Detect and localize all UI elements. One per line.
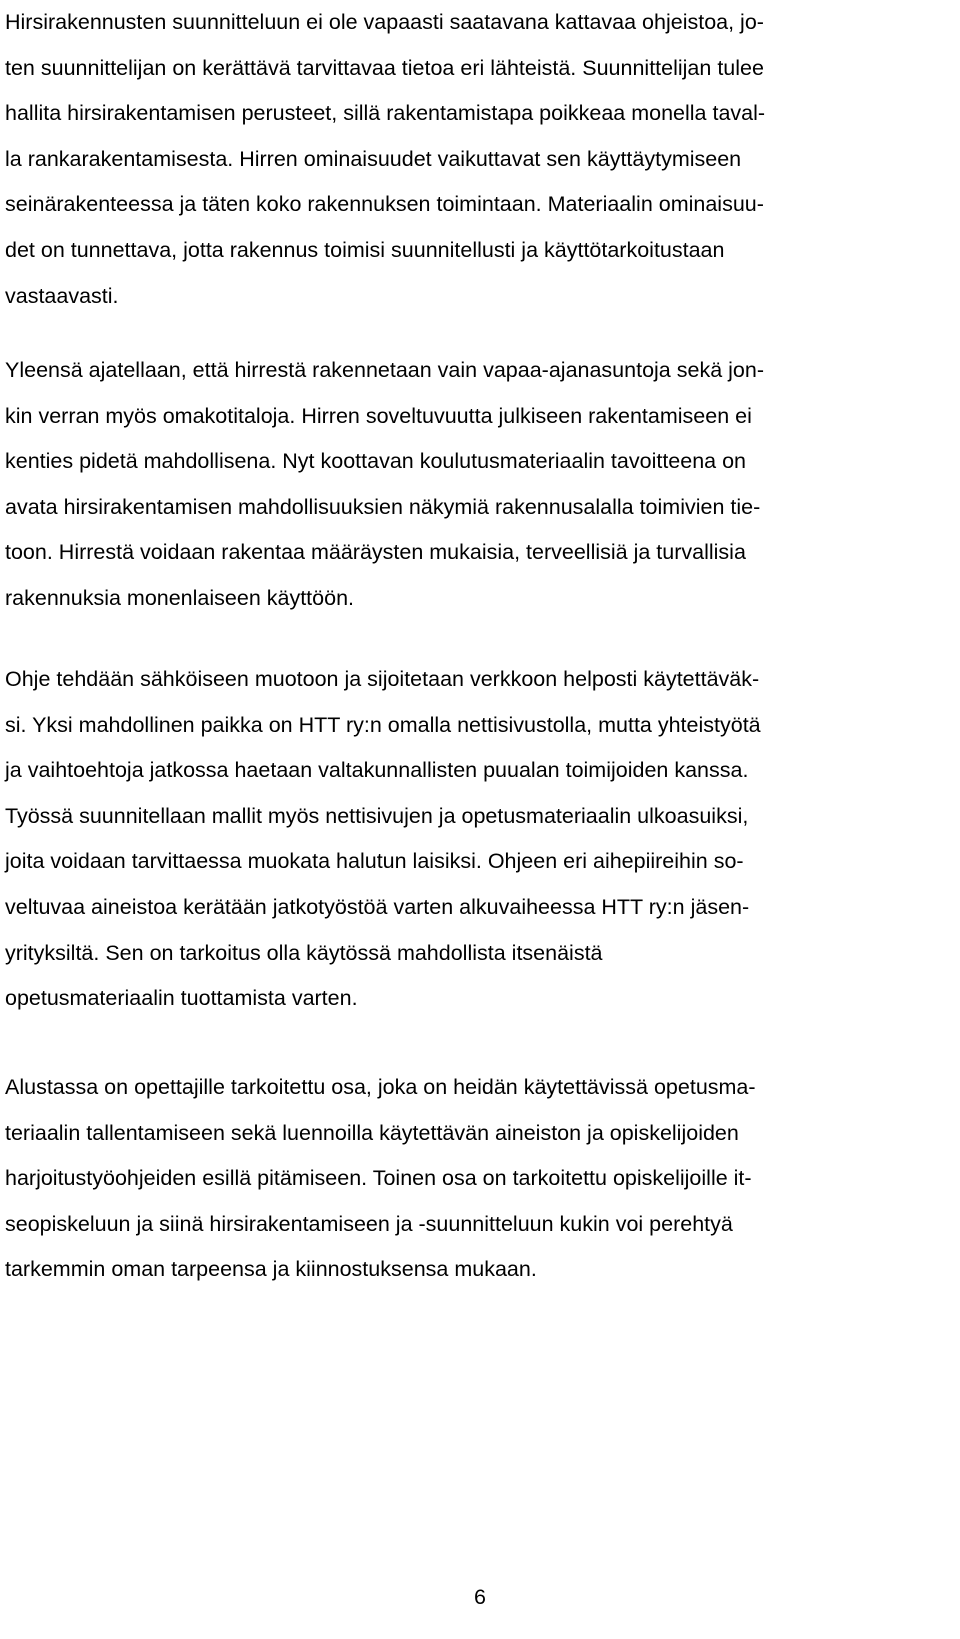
text-line: veltuvaa aineistoa kerätään jatkotyöstöä varten alkuvaiheessa HTT ry:n jäsen- [5,894,750,919]
text-line: harjoitustyöohjeiden esillä pitämiseen. Toinen osa on tarkoitettu opiskelijoille it- [5,1166,752,1191]
paragraph-4 [5,1065,756,1293]
text-line: Hirsirakennusten suunnitteluun ei ole vapaasti saatavana kattavaa ohjeistoa, jo- [5,10,764,34]
paragraph-2 [5,348,764,622]
text-line: tarkemmin oman tarpeensa ja kiinnostuksensa mukaan. [5,1257,537,1282]
text-line: la rankarakentamisesta. Hirren ominaisuudet vaikuttavat sen käyttäytymiseen [5,146,742,171]
text-line: det on tunnettava, jotta rakennus toimisi suunnitellusti ja käyttötarkoitustaan [5,237,725,262]
text-line: ten suunnittelijan on kerättävä tarvittavaa tietoa eri lähteistä. Suunnittelijan tulee [5,55,764,80]
text-line: joita voidaan tarvittaessa muokata halutun laisiksi. Ohjeen eri aihepiireihin so- [5,849,744,874]
page-number: 6 [474,1585,486,1609]
text-line: hallita hirsirakentamisen perusteet, sillä rakentamistapa poikkeaa monella taval- [5,101,766,126]
text-line: toon. Hirrestä voidaan rakentaa määräysten mukaisia, terveellisiä ja turvallisia [5,540,746,565]
text-line: yrityksiltä. Sen on tarkoitus olla käytössä mahdollista itsenäistä [5,940,603,965]
text-line: avata hirsirakentamisen mahdollisuuksien näkymiä rakennusalalla toimivien tie- [5,494,761,519]
text-line: Ohje tehdään sähköiseen muotoon ja sijoitetaan verkkoon helposti käytettäväk- [5,667,760,691]
paragraph-1 [5,0,765,319]
paragraph-3 [5,657,761,1022]
text-line: si. Yksi mahdollinen paikka on HTT ry:n omalla nettisivustolla, mutta yhteistyötä [5,712,761,737]
text-line: Työssä suunnitellaan mallit myös nettisivujen ja opetusmateriaalin ulkoasuiksi, [5,803,749,828]
text-line: rakennuksia monenlaiseen käyttöön. [5,585,354,610]
text-line: teriaalin tallentamiseen sekä luennoilla käytettävän aineiston ja opiskelijoiden [5,1120,739,1145]
text-line: kenties pidetä mahdollisena. Nyt koottavan koulutusmateriaalin tavoitteena on [5,449,747,474]
text-line: Yleensä ajatellaan, että hirrestä rakennetaan vain vapaa-ajanasuntoja sekä jon- [5,358,764,382]
text-line: seinärakenteessa ja täten koko rakennuksen toimintaan. Materiaalin ominaisuu- [5,192,764,217]
text-line: kin verran myös omakotitaloja. Hirren soveltuvuutta julkiseen rakentamiseen ei [5,403,752,428]
text-line: Alustassa on opettajille tarkoitettu osa, joka on heidän käytettävissä opetusma- [5,1075,756,1099]
text-line: opetusmateriaalin tuottamista varten. [5,986,358,1011]
text-line: vastaavasti. [5,283,119,308]
text-line: seopiskeluun ja siinä hirsirakentamiseen ja -suunnitteluun kukin voi perehtyä [5,1211,733,1236]
text-line: ja vaihtoehtoja jatkossa haetaan valtakunnallisten puualan toimijoiden kanssa. [5,758,749,783]
